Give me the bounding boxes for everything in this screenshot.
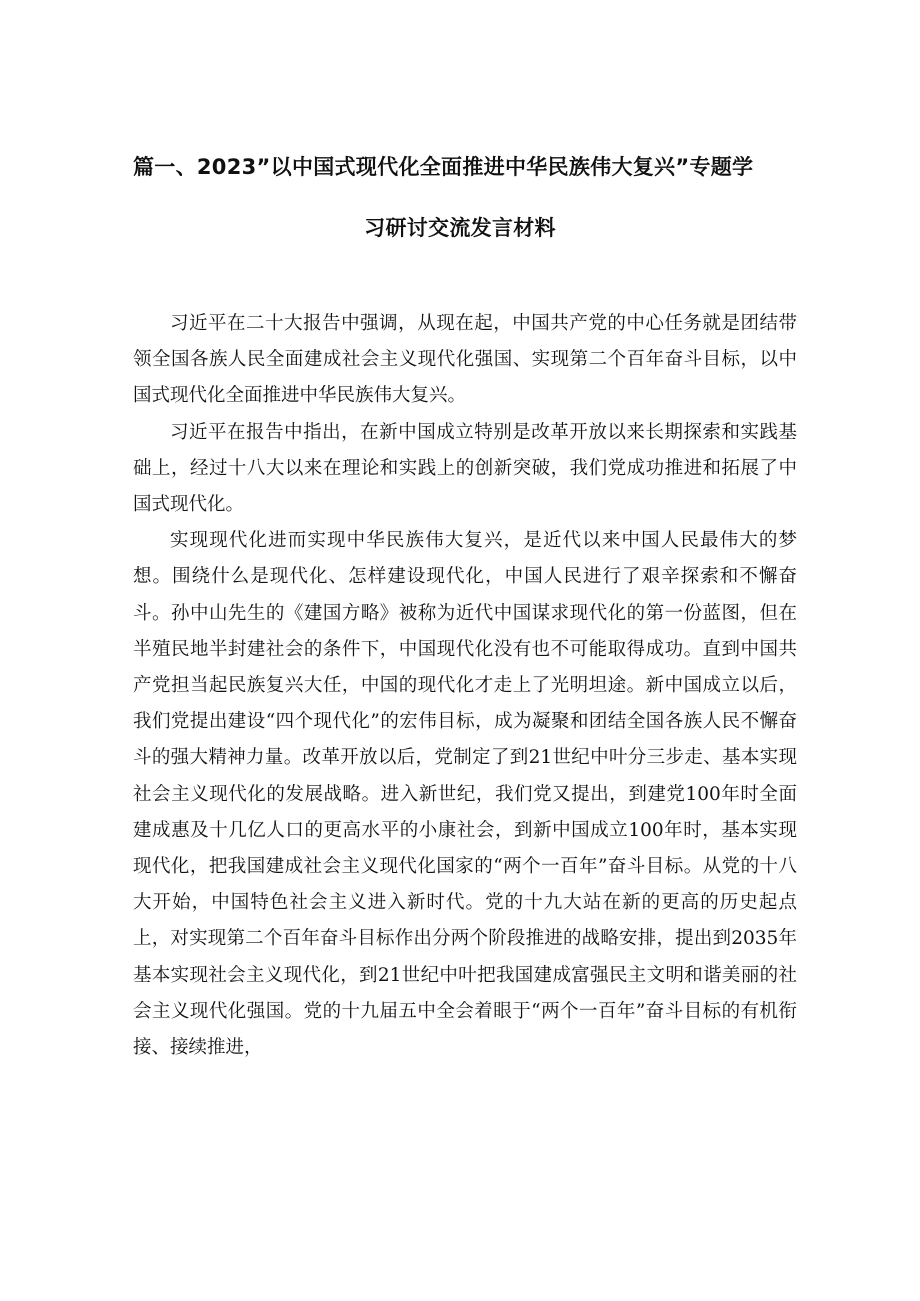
document-title-line-1: 篇一、2023”以中国式现代化全面推进中华民族伟大复兴”专题学 xyxy=(133,155,754,179)
document-title-line-2: 习研讨交流发言材料 xyxy=(364,216,556,240)
paragraph-2: 习近平在报告中指出，在新中国成立特别是改革开放以来长期探索和实践基础上，经过十八大以来在理论和实践上的创新突破，我们党成功推进和拓展了中国式现代化。 xyxy=(133,421,797,516)
document-body xyxy=(133,306,797,1066)
paragraph-1: 习近平在二十大报告中强调，从现在起，中国共产党的中心任务就是团结带领全国各族人民全面建成社会主义现代化强国、实现第二个百年奋斗目标，以中国式现代化全面推进中华民族伟大复兴。 xyxy=(133,313,797,407)
paragraph-3: 实现现代化进而实现中华民族伟大复兴，是近代以来中国人民最伟大的梦想。围绕什么是现代化、怎样建设现代化，中国人民进行了艰辛探索和不懈奋斗。孙中山先生的《建国方略》被称为近代中国谋求现代化的第一份蓝图，但在半殖民地半封建社会的条件下，中国现代化没有也不可能取得成功。直到中国共产党担当起民族复兴大任，中国的现代化才走上了光明坦途。新中国成立以后，我们党提出建设“四个现代化”的宏伟目标，成为凝聚和团结全国各族人民不懈奋斗的强大精神力量。改革开放以后，党制定了到21世纪中叶分三步走、基本实现社会主义现代化的发展战略。进入新世纪，我们党又提出，到建党100年时全面建成惠及十几亿人口的更高水平的小康社会，到新中国成立100年时，基本实现现代化，把我国建成社会主义现代化国家的“两个一百年”奋斗目标。从党的十八大开始，中国特色社会主义进入新时代。党的十九大站在新的更高的历史起点上，对实现第二个百年奋斗目标作出分两个阶段推进的战略安排，提出到2035年基本实现社会主义现代化，到21世纪中叶把我国建成富强民主文明和谐美丽的社会主义现代化强国。党的十九届五中全会着眼于“两个一百年”奋斗目标的有机衔接、接续推进， xyxy=(133,530,797,1059)
